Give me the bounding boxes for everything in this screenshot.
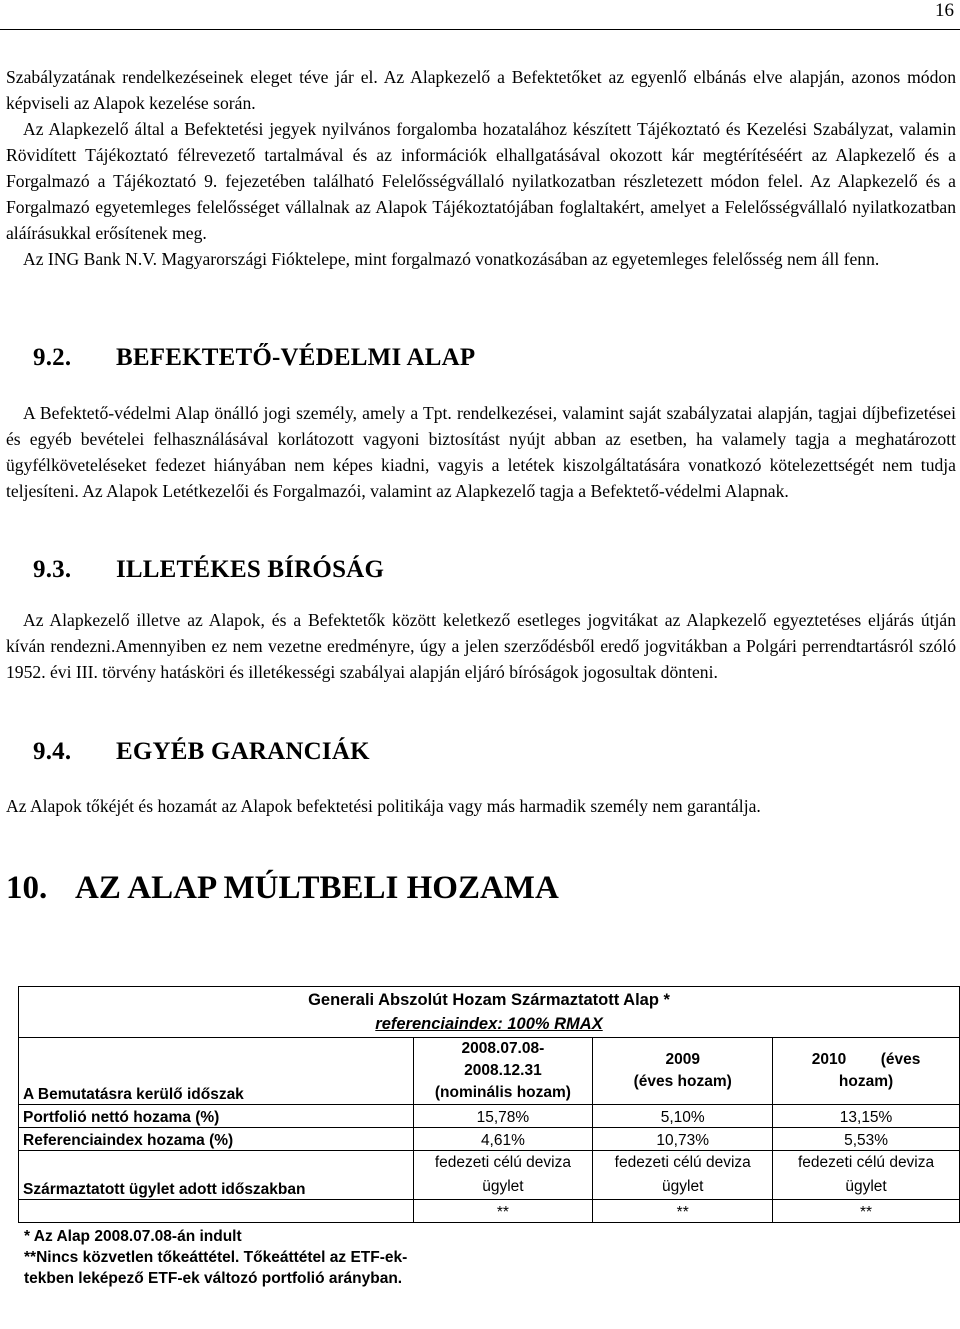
table-cell: 13,15% <box>773 1105 960 1128</box>
table-cell: ** <box>413 1200 593 1223</box>
header-line: 2008.07.08- <box>461 1040 545 1057</box>
section-title: EGYÉB GARANCIÁK <box>116 738 370 765</box>
section-title: BEFEKTETŐ-VÉDELMI ALAP <box>116 344 476 371</box>
table-col-header <box>593 1038 773 1105</box>
intro-text <box>6 64 956 272</box>
intro-paragraph-1: Szabályzatának rendelkezéseinek eleget téve jár el. Az Alapkezelő a Befektetőket az egyenlő elbánás elve alapján, azonos módon képviseli az Alapok kezelése során. <box>6 67 956 113</box>
footnote: **Nincs közvetlen tőkeáttétel. Tőkeáttétel az ETF-ek- <box>24 1249 408 1266</box>
table-row-label <box>19 1200 414 1223</box>
section-number: 9.2. <box>33 344 72 371</box>
section-9-2-body <box>6 400 956 504</box>
header-line <box>777 1049 955 1071</box>
page-number: 16 <box>935 0 954 21</box>
section-paragraph: Az Alapkezelő illetve az Alapok, és a Befektetők között keletkező esetleges jogvitákat az Alapkezelő egyeztetéses eljárás útján kíván rendezni.Amennyiben ez nem vezetne eredményre, úgy a jelen szerződésből eredő jogvitákban a Polgári perrendtartásról szóló 1952. évi III. törvény hatásköri és illetékességi szabályai alapján eljáró bíróságok jogosultak dönteni. <box>6 610 956 682</box>
table-cell: ** <box>593 1200 773 1223</box>
table-row <box>19 1105 960 1128</box>
section-number: 10. <box>6 870 48 906</box>
header-suffix: (éves <box>880 1051 921 1068</box>
section-title: AZ ALAP MÚLTBELI HOZAMA <box>75 870 559 906</box>
header-rule <box>0 29 960 30</box>
cell-line: fedezeti célú deviza <box>434 1154 571 1171</box>
table-row <box>19 1128 960 1151</box>
section-9-2-heading <box>33 344 475 372</box>
table-col-header <box>773 1038 960 1105</box>
section-paragraph: A Befektető-védelmi Alap önálló jogi személy, amely a Tpt. rendelkezései, valamint saját szabályzatai alapján, tagjai díjbefizetései és egyéb bevételei felhasználásával korlátozott vagyoni biztosítást nyújt abban az esetben, ha valamely tagja a meghatározott ügyfélköveteléseket fedezet hiányában nem képes kiadni, vagyis a letétek kiszolgáltatására vonatkozó kötelezettségét nem tudja teljesíteni. Az Alapok Letétkezelői és Forgalmazói, valamint az Alapkezelő tagja a Befektető-védelmi Alapnak. <box>6 403 956 501</box>
section-9-4-body <box>6 793 956 819</box>
table-title-cell <box>19 987 960 1038</box>
table-col-header <box>413 1038 593 1105</box>
header-line: (nominális hozam) <box>434 1084 571 1101</box>
cell-line: ügylet <box>482 1178 524 1195</box>
header-line: 2009 <box>665 1051 700 1068</box>
table-row-label: A Bemutatásra kerülő időszak <box>19 1038 414 1105</box>
section-9-4-heading <box>33 738 370 766</box>
header-line: hozam) <box>838 1073 894 1090</box>
table-cell <box>593 1151 773 1200</box>
intro-paragraph-3: Az ING Bank N.V. Magyarországi Fióktelepe, mint forgalmazó vonatkozásában az egyetemleges felelősség nem áll fenn. <box>23 249 880 269</box>
header-year: 2010 <box>811 1051 847 1068</box>
cell-line: ügylet <box>845 1178 887 1195</box>
section-title: ILLETÉKES BÍRÓSÁG <box>116 556 385 583</box>
performance-table <box>18 986 960 1289</box>
section-9-3-body <box>6 607 956 685</box>
table-row-label: Portfolió nettó hozama (%) <box>19 1105 414 1128</box>
header-line: (éves hozam) <box>633 1073 732 1090</box>
table-row <box>19 1151 960 1200</box>
cell-line: fedezeti célú deviza <box>797 1154 935 1171</box>
intro-paragraph-2: Az Alapkezelő által a Befektetési jegyek nyilvános forgalomba hozatalához készített Tájékoztató és Kezelési Szabályzat, valamin Rövidített Tájékoztató félrevezető tartalmával és az információk elhallgatásával okozott kár megtérítéséért az Alapkezelő és a Forgalmazó a Tájékoztató 9. fejezetében található Felelősségvállaló nyilatkozatban részletezett módon felel. Az Alapkezelő és a Forgalmazó egyetemleges felelősséget vállalnak az Alapok Tájékoztatójában foglaltakért, amelyet a Felelősségvállaló nyilatkozatban aláírásukkal erősítenek meg. <box>6 119 956 243</box>
table-cell: 5,53% <box>773 1128 960 1151</box>
table-cell <box>413 1151 593 1200</box>
section-number: 9.3. <box>33 556 72 583</box>
section-10-heading <box>6 870 559 907</box>
table-title: Generali Abszolút Hozam Származtatott Alap * <box>308 991 670 1009</box>
section-number: 9.4. <box>33 738 72 765</box>
table-subtitle: referenciaindex: 100% RMAX <box>375 1015 603 1033</box>
table-cell: 4,61% <box>413 1128 593 1151</box>
footnote: tekben leképező ETF-ek változó portfolió arányban. <box>24 1270 403 1287</box>
table-cell <box>773 1151 960 1200</box>
table-cell: 10,73% <box>593 1128 773 1151</box>
table-cell: ** <box>773 1200 960 1223</box>
table-row-label: Származtatott ügylet adott időszakban <box>19 1151 414 1200</box>
footnote: * Az Alap 2008.07.08-án indult <box>24 1228 242 1245</box>
table-cell: 15,78% <box>413 1105 593 1128</box>
table-row <box>19 1200 960 1223</box>
cell-line: fedezeti célú deviza <box>614 1154 751 1171</box>
table-cell: 5,10% <box>593 1105 773 1128</box>
table-footnotes <box>18 1226 960 1289</box>
header-line: 2008.12.31 <box>464 1062 542 1079</box>
section-9-3-heading <box>33 556 384 584</box>
cell-line: ügylet <box>662 1178 704 1195</box>
table-row-label: Referenciaindex hozama (%) <box>19 1128 414 1151</box>
section-paragraph: Az Alapok tőkéjét és hozamát az Alapok befektetési politikája vagy más harmadik személy nem garantálja. <box>6 796 761 816</box>
